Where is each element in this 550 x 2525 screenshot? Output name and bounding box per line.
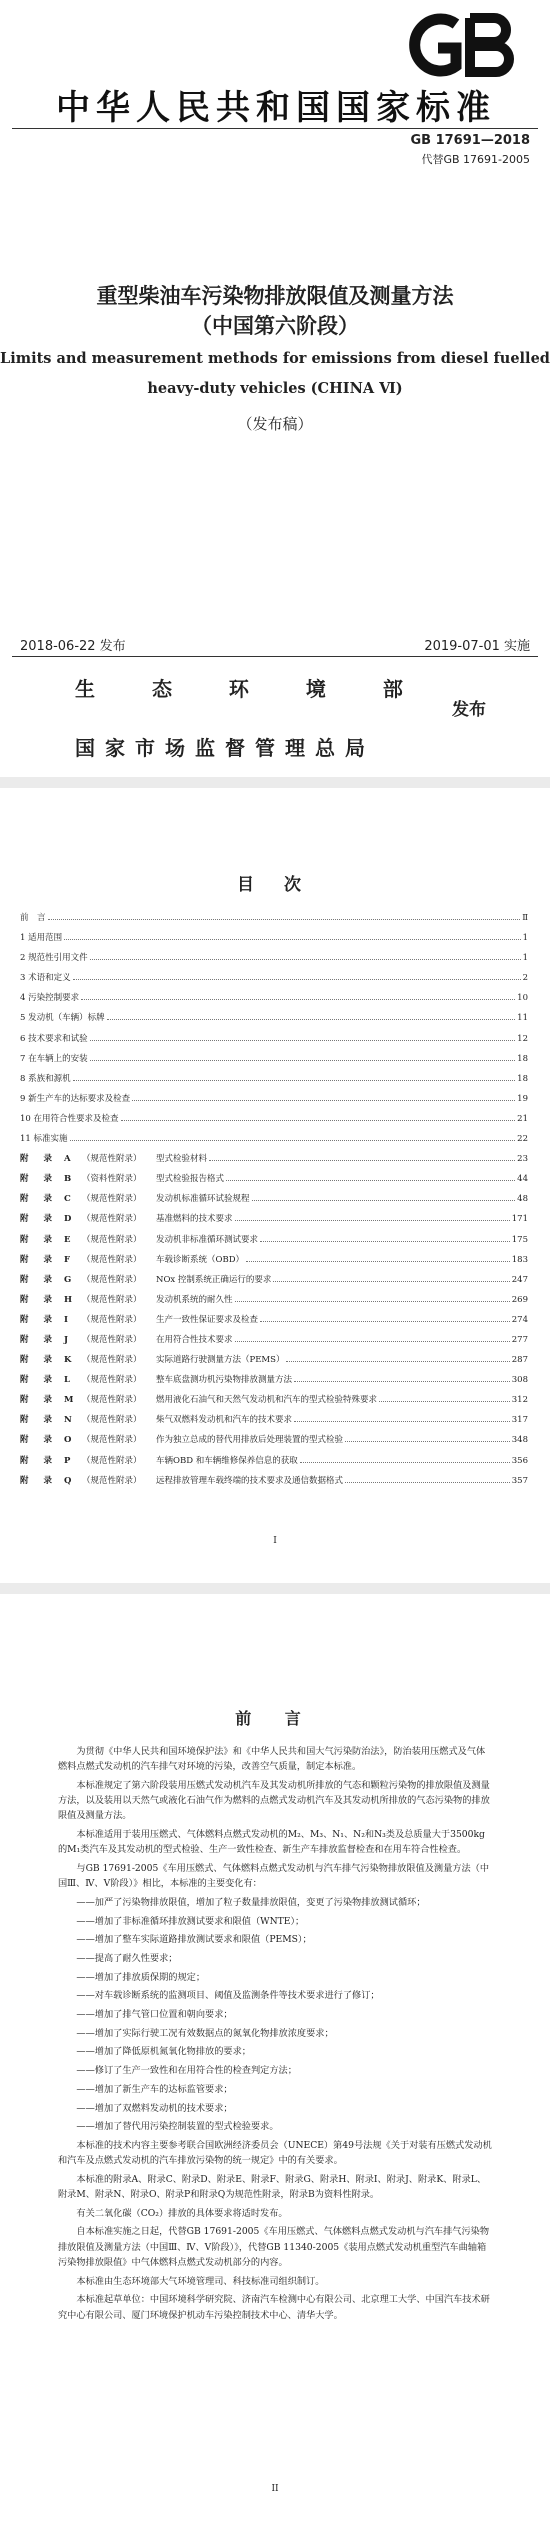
toc-leader-dots <box>70 1134 516 1141</box>
toc-appendix-entry[interactable] <box>20 1192 528 1212</box>
toc-entry-page: 175 <box>511 1234 528 1245</box>
toc-appendix-label <box>20 1353 284 1365</box>
toc-entry[interactable] <box>20 1072 528 1092</box>
foreword-change-item: ——增加了替代用污染控制装置的型式检验要求。 <box>76 2121 279 2133</box>
toc-entry-page: 12 <box>517 1033 528 1044</box>
publish-date: 2018-06-22 发布 <box>20 639 126 654</box>
foreword-paragraph: 与GB 17691-2005《车用压燃式、气体燃料点燃式发动机与汽车排气污染物排放限值及测量方法（中国Ⅲ、Ⅳ、Ⅴ阶段）》相比，本标准的主要变化有： <box>58 1862 490 1890</box>
appendix-type: （规范性附录） <box>82 1355 142 1366</box>
toc-appendix-label <box>20 1212 233 1224</box>
toc-entry-label: 8 系族和源机 <box>20 1073 71 1084</box>
toc-appendix-label <box>20 1454 298 1466</box>
toc-entry-page: 1 <box>522 953 528 964</box>
foreword-paragraph: 有关二氧化碳（CO₂）排放的具体要求将适时发布。 <box>76 2207 288 2219</box>
appendix-title: 发动机非标准循环测试要求 <box>156 1234 259 1245</box>
appendix-title: 燃用液化石油气和天然气发动机和汽车的型式检验特殊要求 <box>156 1395 378 1406</box>
toc-entry-page: 18 <box>517 1073 528 1084</box>
toc-leader-dots <box>73 1074 516 1081</box>
toc-entry-label: 6 技术要求和试验 <box>20 1033 88 1044</box>
toc-leader-dots <box>246 1255 510 1262</box>
foreword-change-item: ——修订了生产一致性和在用符合性的检查判定方法； <box>76 2065 297 2077</box>
toc-leader-dots <box>90 1054 516 1061</box>
appendix-word: 附 录 <box>20 1435 58 1446</box>
appendix-title: 发动机系统的耐久性 <box>156 1294 233 1305</box>
toc-entry-label: 1 适用范围 <box>20 933 63 944</box>
appendix-type: （规范性附录） <box>82 1294 142 1305</box>
toc-leader-dots <box>260 1315 510 1322</box>
toc-leader-dots <box>235 1295 510 1302</box>
toc-leader-dots <box>260 1235 510 1242</box>
toc-entry-label: 7 在车辆上的安装 <box>20 1053 88 1064</box>
toc-leader-dots <box>252 1194 516 1201</box>
toc-title: 目 次 <box>237 875 313 895</box>
foreword-change-item: ——增加了整车实际道路排放测试要求和限值（PEMS）； <box>76 1934 312 1946</box>
appendix-word: 附 录 <box>20 1274 58 1285</box>
appendix-id: F <box>64 1254 71 1265</box>
toc-leader-dots <box>226 1174 515 1181</box>
toc-appendix-entry[interactable] <box>20 1233 528 1253</box>
toc-leader-dots <box>345 1476 510 1483</box>
appendix-title: 发动机标准循环试验规程 <box>156 1194 250 1205</box>
appendix-id: H <box>64 1294 73 1305</box>
foreword-page <box>0 1594 550 2525</box>
appendix-word: 附 录 <box>20 1214 58 1225</box>
country-standard-heading: 中华人民共和国国家标准 <box>56 88 496 128</box>
toc-entry-label: 10 在用符合性要求及检查 <box>20 1113 119 1124</box>
appendix-id: C <box>64 1194 71 1205</box>
appendix-id: K <box>64 1355 72 1366</box>
toc-page <box>0 788 550 1583</box>
foreword-change-item: ——增加了实际行驶工况有效数据点的氮氧化物排放浓度要求； <box>76 2027 334 2039</box>
appendix-type: （规范性附录） <box>82 1194 142 1205</box>
toc-entry[interactable] <box>20 971 528 991</box>
toc-appendix-entry[interactable] <box>20 1373 528 1393</box>
appendix-word: 附 录 <box>20 1294 58 1305</box>
toc-entry-page: 44 <box>517 1174 528 1185</box>
foreword-paragraph: 自本标准实施之日起，代替GB 17691-2005《车用压燃式、气体燃料点燃式发动机与汽车排气污染物排放限值及测量方法（中国Ⅲ、Ⅳ、Ⅴ阶段）》，代替GB 11340-2005《装用点燃式发动机重型汽车曲轴箱污染物排放限值》中气体燃料点燃式发动机部分的内容。 <box>58 2226 490 2268</box>
foreword-paragraph: 本标准规定了第六阶段装用压燃式发动机汽车及其发动机所排放的气态和颗粒污染物的排放限值及测量方法，以及装用以天然气或液化石油气作为燃料的点燃式发动机汽车及其发动机所排放的气态污染物的排放限值及测量方法。 <box>58 1779 490 1822</box>
date-rule <box>12 656 538 657</box>
toc-appendix-label <box>20 1192 250 1204</box>
toc-leader-dots <box>121 1114 516 1121</box>
toc-leader-dots <box>300 1456 510 1463</box>
appendix-type: （规范性附录） <box>82 1154 142 1165</box>
title-chinese-line2: （中国第六阶段） <box>191 314 359 338</box>
appendix-word: 附 录 <box>20 1455 58 1466</box>
appendix-type: （规范性附录） <box>82 1375 142 1386</box>
page-number: II <box>271 2484 279 2494</box>
foreword-paragraph: 本标准起草单位：中国环境科学研究院、济南汽车检测中心有限公司、北京理工大学、中国汽车技术研究中心有限公司、厦门环境保护机动车污染控制技术中心、清华大学。 <box>58 2294 490 2321</box>
toc-appendix-entry[interactable] <box>20 1152 528 1172</box>
foreword-paragraph: 本标准的附录A、附录C、附录D、附录E、附录F、附录G、附录H、附录I、附录J、附录K、附录L、附录M、附录N、附录O、附录P和附录Q为规范性附录，附录B为资料性附录。 <box>58 2173 487 2201</box>
toc-leader-dots <box>235 1335 510 1342</box>
foreword-paragraph: 为贯彻《中华人民共和国环境保护法》和《中华人民共和国大气污染防治法》，防治装用压燃式及气体燃料点燃式发动机的汽车排气对环境的污染，改善空气质量，制定本标准。 <box>58 1746 486 1773</box>
toc-appendix-label <box>20 1293 233 1305</box>
toc-leader-dots <box>286 1355 509 1362</box>
appendix-title: 整车底盘测功机污染物排放测量方法 <box>156 1375 293 1386</box>
appendix-title: 基准燃料的技术要求 <box>156 1214 233 1225</box>
toc-entry-label: 11 标准实施 <box>20 1134 68 1145</box>
toc-entry[interactable] <box>20 991 528 1011</box>
appendix-title: NOx 控制系统正确运行的要求 <box>156 1274 272 1285</box>
toc-leader-dots <box>107 1013 516 1020</box>
foreword-change-item: ——增加了排气管口位置和朝向要求； <box>76 2009 233 2021</box>
appendix-type: （规范性附录） <box>82 1415 142 1426</box>
toc-appendix-entry[interactable] <box>20 1273 528 1293</box>
toc-leader-dots <box>294 1415 510 1422</box>
toc-appendix-entry[interactable] <box>20 1454 528 1474</box>
title-english-line1: Limits and measurement methods for emissions from diesel fuelled <box>0 350 550 367</box>
toc-leader-dots <box>73 973 521 980</box>
foreword-paragraph: 本标准由生态环境部大气环境管理司、科技标准司组织制订。 <box>76 2275 325 2287</box>
foreword-paragraph: 本标准的技术内容主要参考联合国欧洲经济委员会（UNECE）第49号法规《关于对装有压燃式发动机和汽车及点燃式发动机的汽车排放污染物的统一规定》中的有关要求。 <box>58 2139 492 2167</box>
toc-appendix-label <box>20 1333 233 1345</box>
toc-entry-page: 171 <box>511 1214 528 1225</box>
foreword-body <box>58 1744 494 2326</box>
toc-entry-page: 22 <box>517 1134 528 1145</box>
toc-appendix-label <box>20 1253 244 1265</box>
toc-appendix-entry[interactable] <box>20 1413 528 1433</box>
draft-note: （发布稿） <box>237 415 313 433</box>
authority-mee: 生 态 环 境 部 <box>75 677 428 701</box>
foreword-change-item: ——加严了污染物排放限值，增加了粒子数量排放限值，变更了污染物排放测试循环； <box>76 1896 426 1908</box>
toc-appendix-label <box>20 1233 258 1245</box>
appendix-type: （规范性附录） <box>82 1334 142 1345</box>
gb-logo-icon <box>398 10 526 80</box>
foreword-change-item: ——对车载诊断系统的监测项目、阈值及监测条件等技术要求进行了修订； <box>76 1990 380 2002</box>
foreword-change-item: ——增加了降低原机氮氧化物排放的要求； <box>76 2046 251 2058</box>
appendix-word: 附 录 <box>20 1254 58 1265</box>
appendix-title: 型式检验报告格式 <box>156 1174 225 1185</box>
toc-leader-dots <box>379 1395 510 1402</box>
toc-leader-dots <box>90 1034 516 1041</box>
appendix-word: 附 录 <box>20 1375 58 1386</box>
foreword-change-item: ——增加了排放质保期的规定； <box>76 1971 206 1983</box>
appendix-title: 远程排放管理车载终端的技术要求及通信数据格式 <box>156 1475 344 1486</box>
toc-entry-page: 19 <box>517 1093 528 1104</box>
toc-appendix-label <box>20 1172 224 1184</box>
title-chinese-line1: 重型柴油车污染物排放限值及测量方法 <box>96 284 454 308</box>
toc-appendix-entry[interactable] <box>20 1172 528 1192</box>
appendix-title: 型式检验材料 <box>156 1154 208 1165</box>
appendix-id: A <box>64 1154 71 1165</box>
authority-samr: 国家市场监督管理总局 <box>75 736 375 760</box>
toc-entry-page: 11 <box>517 1013 528 1024</box>
page-number: I <box>273 1536 277 1546</box>
toc-entry-page: 269 <box>511 1294 528 1305</box>
appendix-title: 车载诊断系统（OBD） <box>156 1254 245 1265</box>
toc-entry[interactable] <box>20 911 528 931</box>
appendix-title: 实际道路行驶测量方法（PEMS） <box>156 1355 285 1366</box>
foreword-paragraph: 本标准适用于装用压燃式、气体燃料点燃式发动机的M₂、M₃、N₁、N₂和N₃类及总质量大于3500kg的M₁类汽车及其发动机的型式检验、生产一致性检查、新生产车排放监督检查和在用车符合性检查。 <box>58 1829 485 1856</box>
appendix-id: I <box>64 1314 68 1325</box>
toc-appendix-entry[interactable] <box>20 1433 528 1453</box>
toc-entry-page: 183 <box>511 1254 528 1265</box>
appendix-id: O <box>64 1435 72 1446</box>
appendix-title: 在用符合性技术要求 <box>156 1334 233 1345</box>
appendix-word: 附 录 <box>20 1415 58 1426</box>
appendix-id: L <box>64 1375 70 1386</box>
toc-leader-dots <box>48 913 521 920</box>
toc-appendix-label <box>20 1413 292 1425</box>
toc-leader-dots <box>90 953 521 960</box>
toc-appendix-label <box>20 1313 258 1325</box>
toc-entry-label: 前 言 <box>20 913 46 923</box>
header-rule <box>12 128 538 129</box>
toc-leader-dots <box>209 1154 515 1161</box>
appendix-type: （规范性附录） <box>82 1395 142 1406</box>
toc-entry-page: 287 <box>511 1355 528 1366</box>
appendix-id: P <box>64 1455 71 1466</box>
appendix-id: M <box>64 1395 74 1406</box>
toc-entry-page: 1 <box>522 933 528 944</box>
standard-number: GB 17691—2018 <box>410 133 530 148</box>
toc-entry[interactable] <box>20 1011 528 1031</box>
toc-entry-page: 21 <box>517 1113 528 1124</box>
appendix-type: （规范性附录） <box>82 1475 142 1486</box>
toc-leader-dots <box>273 1275 509 1282</box>
toc-leader-dots <box>81 993 515 1000</box>
toc-entry-page: 274 <box>511 1314 528 1325</box>
appendix-type: （规范性附录） <box>82 1455 142 1466</box>
toc-entry-page: 317 <box>511 1415 528 1426</box>
toc-appendix-entry[interactable] <box>20 1212 528 1232</box>
toc-leader-dots <box>64 933 520 940</box>
appendix-type: （规范性附录） <box>82 1274 142 1285</box>
toc-entry-page: 348 <box>511 1435 528 1446</box>
toc-entry-page: 312 <box>511 1395 528 1406</box>
toc-entry-page: 308 <box>511 1375 528 1386</box>
appendix-type: （规范性附录） <box>82 1314 142 1325</box>
toc-appendix-entry[interactable] <box>20 1293 528 1313</box>
appendix-word: 附 录 <box>20 1314 58 1325</box>
appendix-word: 附 录 <box>20 1194 58 1205</box>
toc-leader-dots <box>235 1214 510 1221</box>
toc-entry[interactable] <box>20 931 528 951</box>
foreword-change-item: ——增加了双燃料发动机的技术要求； <box>76 2102 233 2114</box>
appendix-id: D <box>64 1214 72 1225</box>
cover-page <box>0 0 550 777</box>
toc-entry[interactable] <box>20 1092 528 1112</box>
toc-entry-label: 9 新生产车的达标要求及检查 <box>20 1093 131 1104</box>
appendix-id: E <box>64 1234 71 1245</box>
toc-entry-page: 23 <box>517 1154 528 1165</box>
implement-date: 2019-07-01 实施 <box>424 639 530 654</box>
toc-appendix-entry[interactable] <box>20 1353 528 1373</box>
appendix-word: 附 录 <box>20 1234 58 1245</box>
appendix-type: （规范性附录） <box>82 1214 142 1225</box>
appendix-id: Q <box>64 1475 72 1486</box>
toc-appendix-label <box>20 1373 292 1385</box>
toc-appendix-label <box>20 1152 207 1164</box>
appendix-id: B <box>64 1174 72 1185</box>
toc-leader-dots <box>345 1435 510 1442</box>
appendix-word: 附 录 <box>20 1334 58 1345</box>
toc-appendix-label <box>20 1433 343 1445</box>
toc-appendix-entry[interactable] <box>20 1393 528 1413</box>
appendix-title: 作为独立总成的替代用排放后处理装置的型式检验 <box>156 1435 344 1446</box>
toc-appendix-label <box>20 1474 343 1486</box>
toc-entry-label: 4 污染控制要求 <box>20 993 80 1004</box>
appendix-word: 附 录 <box>20 1395 58 1406</box>
appendix-word: 附 录 <box>20 1475 58 1486</box>
toc-entry-label: 5 发动机（车辆）标牌 <box>20 1013 105 1024</box>
toc-entry-page: 18 <box>517 1053 528 1064</box>
toc-entry[interactable] <box>20 951 528 971</box>
foreword-change-item: ——提高了耐久性要求； <box>76 1952 178 1964</box>
toc-entry-label: 3 术语和定义 <box>20 973 71 984</box>
toc-entry[interactable] <box>20 1112 528 1132</box>
toc-entry[interactable] <box>20 1052 528 1072</box>
foreword-change-item: ——增加了非标准循环排放测试要求和限值（WNTE）； <box>76 1915 305 1927</box>
toc-entry[interactable] <box>20 1132 528 1152</box>
toc-list <box>20 911 528 1494</box>
toc-entry-page: Ⅱ <box>522 913 528 923</box>
title-english-line2: heavy-duty vehicles (CHINA Ⅵ) <box>147 380 403 397</box>
foreword-title: 前 言 <box>235 1709 315 1728</box>
toc-appendix-label <box>20 1273 271 1285</box>
toc-entry-page: 277 <box>511 1334 528 1345</box>
replaces-standard: 代替GB 17691-2005 <box>421 153 530 166</box>
toc-appendix-entry[interactable] <box>20 1474 528 1494</box>
toc-appendix-label <box>20 1393 377 1405</box>
appendix-title: 车辆OBD 和车辆维修保养信息的获取 <box>156 1455 298 1466</box>
toc-entry-page: 2 <box>522 973 528 984</box>
toc-entry-page: 356 <box>511 1455 528 1466</box>
toc-entry[interactable] <box>20 1032 528 1052</box>
appendix-title: 柴气双燃料发动机和汽车的技术要求 <box>156 1415 293 1426</box>
appendix-type: （规范性附录） <box>82 1254 142 1265</box>
toc-entry-page: 247 <box>511 1274 528 1285</box>
toc-appendix-entry[interactable] <box>20 1313 528 1333</box>
appendix-word: 附 录 <box>20 1154 58 1165</box>
appendix-id: J <box>64 1334 69 1345</box>
appendix-word: 附 录 <box>20 1355 58 1366</box>
toc-leader-dots <box>294 1375 510 1382</box>
appendix-id: N <box>64 1415 72 1426</box>
toc-appendix-entry[interactable] <box>20 1333 528 1353</box>
toc-entry-page: 48 <box>517 1194 528 1205</box>
toc-entry-page: 10 <box>517 993 528 1004</box>
foreword-change-item: ——增加了新生产车的达标监管要求； <box>76 2083 233 2095</box>
appendix-word: 附 录 <box>20 1174 58 1185</box>
toc-appendix-entry[interactable] <box>20 1253 528 1273</box>
toc-leader-dots <box>132 1094 515 1101</box>
appendix-type: （规范性附录） <box>82 1234 142 1245</box>
toc-entry-label: 2 规范性引用文件 <box>20 953 88 964</box>
toc-entry-page: 357 <box>511 1475 528 1486</box>
appendix-type: （规范性附录） <box>82 1435 142 1446</box>
appendix-title: 生产一致性保证要求及检查 <box>156 1314 259 1325</box>
appendix-type: （资料性附录） <box>82 1174 142 1185</box>
appendix-id: G <box>64 1274 72 1285</box>
issue-label: 发布 <box>452 700 486 720</box>
